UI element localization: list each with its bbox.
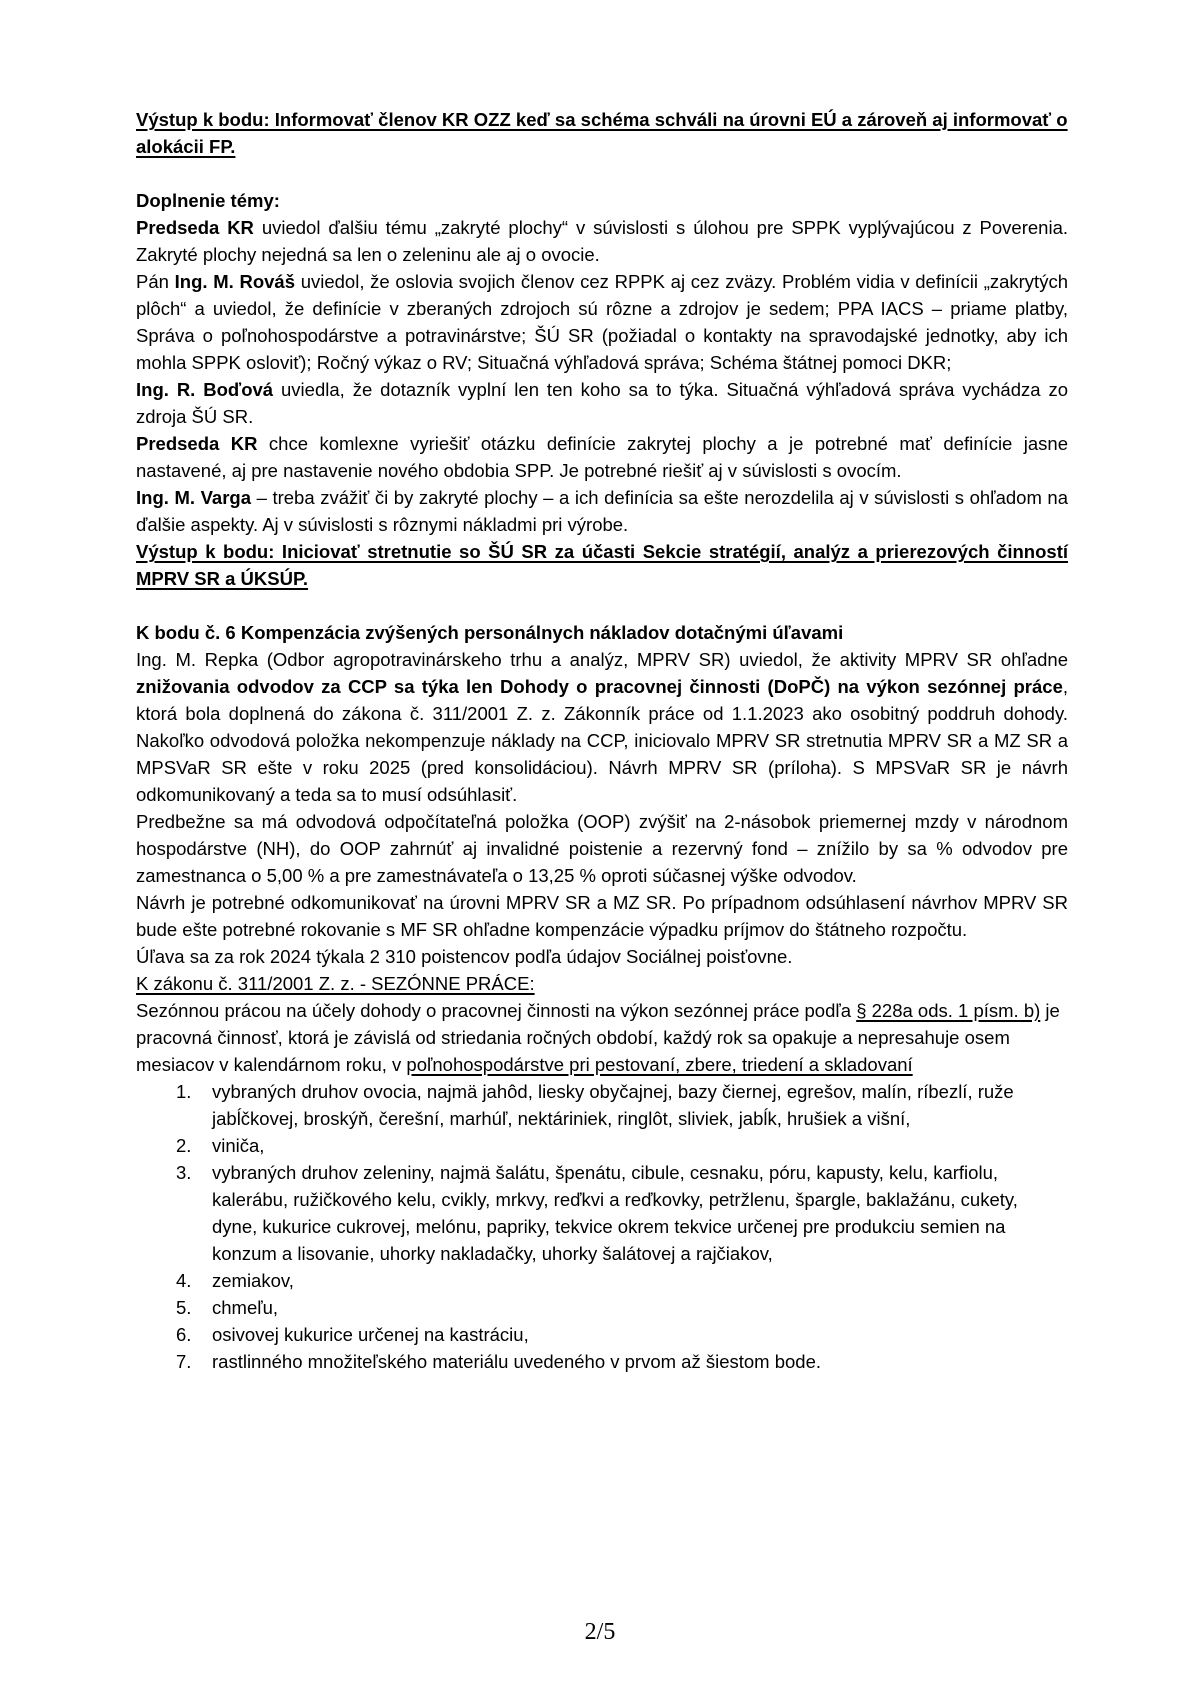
subheading-sezonne-prace: [136, 970, 1068, 997]
list-item-text: rastlinného množiteľského materiálu uvedeného v prvom až šiestom bode.: [212, 1351, 822, 1372]
text-run: , ktorá bola doplnená do zákona č. 311/2001 Z. z. Zákonník práce od 1.1.2023 ako osobitný poddruh dohody. Nakoľko odvodová položka nekompenzuje náklady na CCP, iniciovalo MPRV SR stretnutia MPRV SR a MZ SR a MPSVaR SR ešte v roku 2025 (pred konsolidáciou). Návrh MPRV SR (príloha). S MPSVaR SR je návrh odkomunikovaný a teda sa to musí odsúhlasiť.: [136, 676, 1068, 805]
list-item-number: 2.: [176, 1135, 192, 1156]
text-run: uviedol ďalšiu tému „zakryté plochy“ v súvislosti s úlohou pre SPPK vyplývajúcou z Poverenia. Zakryté plochy nejedná sa len o zeleninu ale aj o ovocie.: [136, 217, 1068, 265]
list-item: [136, 1294, 1068, 1321]
text-run: Ing. M. Repka (Odbor agropotravinárskeho trhu a analýz, MPRV SR) uviedol, že aktivity MPRV SR ohľadne: [136, 649, 1068, 670]
list-item-number: 7.: [176, 1351, 192, 1372]
output-heading-inform-members: [136, 106, 1068, 160]
paragraph-oop: [136, 808, 1068, 889]
text-run: uviedol, že oslovia svojich členov cez RPPK aj cez zväzy. Problém vidia v definícii „zakrytých plôch“ a uviedol, že definície v zberaných zdrojoch sú rôzne a zdrojov je sedem; PPA IACS – priame platby, Správa o poľnohospodárstve a potravinárstve; ŠÚ SR (požiadal o kontakty na spravodajské jednotky, aby ich mohla SPPK osloviť); Ročný výkaz o RV; Situačná výhľadová správa; Schéma štátnej pomoci DKR;: [136, 271, 1068, 373]
text-run: Návrh je potrebné odkomunikovať na úrovni MPRV SR a MZ SR. Po prípadnom odsúhlasení návrhov MPRV SR bude ešte potrebné rokovanie s MF SR ohľadne kompenzácie výpadku príjmov do štátneho rozpočtu.: [136, 892, 1068, 940]
text-run-emphasis: Predseda KR: [136, 217, 262, 238]
text-run: Predbežne sa má odvodová odpočítateľná položka (OOP) zvýšiť na 2-násobok priemernej mzdy v národnom hospodárstve (NH), do OOP zahrnúť aj invalidné poistenie a rezervný fond – znížilo by sa % odvodov pre zamestnanca o 5,00 % a pre zamestnávateľa o 13,25 % oproti súčasnej výške odvodov.: [136, 811, 1068, 886]
list-item: [136, 1132, 1068, 1159]
text-run: Úľava sa za rok 2024 týkala 2 310 poistencov podľa údajov Sociálnej poisťovne.: [136, 946, 793, 967]
text-run-emphasis: Doplnenie témy:: [136, 190, 280, 211]
paragraph-varga: [136, 484, 1068, 538]
text-run: je pracovná činnosť, ktorá je závislá od striedania ročných období, každý rok sa opakuje a nepresahuje osem mesiacov v kalendárnom roku, v: [136, 1000, 1060, 1075]
text-run-emphasis: znižovania odvodov za CCP sa týka len Dohody o pracovnej činnosti (DoPČ) na výkon sezónnej práce: [136, 676, 1063, 697]
blank-line: [136, 592, 1068, 619]
output-heading-su-sr-meeting: [136, 538, 1068, 592]
paragraph-repka: [136, 646, 1068, 808]
list-item-text: zemiakov,: [212, 1270, 294, 1291]
text-run-emphasis: Výstup k bodu: Informovať členov KR OZZ keď sa schéma schváli na úrovni EÚ a zároveň aj informovať o alokácii FP.: [136, 109, 1068, 157]
list-item-text: vybraných druhov zeleniny, najmä šalátu, špenátu, cibule, cesnaku, póru, kapusty, kelu, karfiolu, kalerábu, ružičkového kelu, cvikly, mrkvy, reďkvi a reďkovky, petržlenu, špargle, baklažánu, cukety, dyne, kukurice cukrovej, melónu, papriky, tekvice okrem tekvice určenej pre produkciu semien na konzum a lisovanie, uhorky nakladačky, uhorky šalátovej a rajčiakov,: [212, 1162, 1018, 1264]
text-run-emphasis: poľnohospodárstve pri pestovaní, zbere, triedení a skladovaní: [406, 1054, 913, 1075]
list-item-text: vybraných druhov ovocia, najmä jahôd, liesky obyčajnej, bazy čiernej, egrešov, malín, ríbezlí, ruže jabĺčkovej, broskýň, čerešní, marhúľ, nektáriniek, ringlôt, sliviek, jabĺk, hrušiek a višní,: [212, 1081, 1014, 1129]
blank-line: [136, 160, 1068, 187]
seasonal-crops-list: [136, 1078, 1068, 1375]
text-run-emphasis: Ing. M. Rováš: [174, 271, 301, 292]
paragraph-rovas: [136, 268, 1068, 376]
paragraph-ulava-2024: [136, 943, 1068, 970]
list-item: [136, 1078, 1068, 1132]
list-item-number: 6.: [176, 1324, 192, 1345]
paragraph-sezonna-praca-definicia: [136, 997, 1068, 1078]
text-run: Sezónnou prácou na účely dohody o pracovnej činnosti na výkon sezónnej práce podľa: [136, 1000, 857, 1021]
list-item-text: viniča,: [212, 1135, 265, 1156]
list-item-number: 3.: [176, 1162, 192, 1183]
text-run-emphasis: K bodu č. 6 Kompenzácia zvýšených personálnych nákladov dotačnými úľavami: [136, 622, 844, 643]
text-run-emphasis: Predseda KR: [136, 433, 269, 454]
text-run-emphasis: Ing. R. Boďová: [136, 379, 282, 400]
text-run: Pán: [136, 271, 175, 292]
text-run-emphasis: Ing. M. Varga: [136, 487, 257, 508]
text-run-emphasis: K zákonu č. 311/2001 Z. z. - SEZÓNNE PRÁCE:: [136, 973, 535, 994]
section-heading-k-bodu-6: [136, 619, 1068, 646]
text-run: chce komlexne vyriešiť otázku definície zakrytej plochy a je potrebné mať definície jasne nastavené, aj pre nastavenie nového obdobia SPP. Je potrebné riešiť aj v súvislosti s ovocím.: [136, 433, 1069, 481]
list-item-number: 5.: [176, 1297, 192, 1318]
list-item-text: osivovej kukurice určenej na kastráciu,: [212, 1324, 529, 1345]
list-item-number: 4.: [176, 1270, 192, 1291]
list-item: [136, 1321, 1068, 1348]
page-number: 2/5: [584, 1619, 616, 1645]
paragraph-predseda-kr-zakryte-plochy: [136, 214, 1068, 268]
text-run-emphasis: Výstup k bodu: Iniciovať stretnutie so ŠÚ SR za účasti Sekcie stratégií, analýz a prierezových činností MPRV SR a ÚKSÚP.: [136, 541, 1068, 589]
list-item-number: 1.: [176, 1081, 192, 1102]
list-item: [136, 1159, 1068, 1267]
paragraph-navrh: [136, 889, 1068, 943]
paragraph-bodova: [136, 376, 1068, 430]
doplnenie-temy-heading: [136, 187, 1068, 214]
text-run: uviedla, že dotazník vyplní len ten koho sa to týka. Situačná výhľadová správa vychádza zo zdroja ŠÚ SR.: [136, 379, 1068, 427]
text-run: – treba zvážiť či by zakryté plochy – a ich definícia sa ešte nerozdelila aj v súvislosti s ohľadom na ďalšie aspekty. Aj v súvislosti s rôznymi nákladmi pri výrobe.: [136, 487, 1069, 535]
list-item: [136, 1348, 1068, 1375]
text-run-emphasis: § 228a ods. 1 písm. b): [856, 1000, 1041, 1021]
document-body: [136, 106, 1068, 1375]
list-item-text: chmeľu,: [212, 1297, 279, 1318]
paragraph-predseda-kr-definicia: [136, 430, 1068, 484]
list-item: [136, 1267, 1068, 1294]
